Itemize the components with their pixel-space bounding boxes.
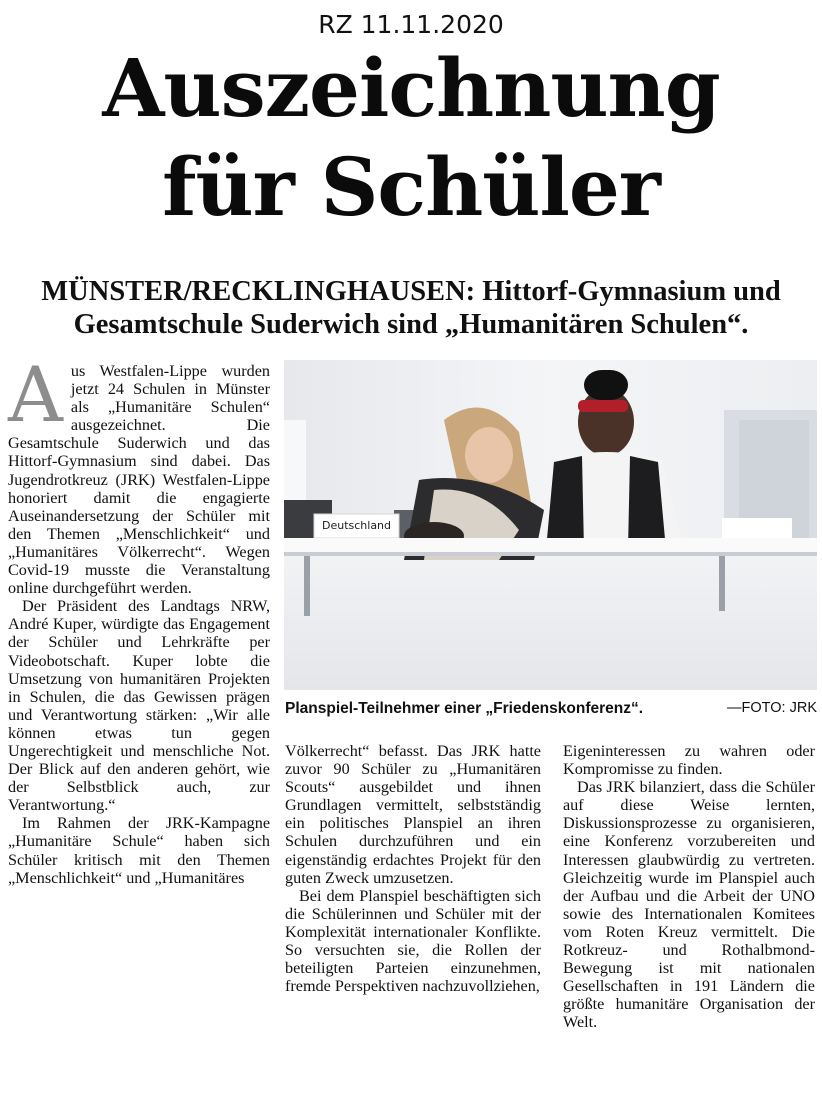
date-stamp: RZ 11.11.2020 — [318, 10, 504, 39]
paragraph: Völkerrecht“ befasst. Das JRK hatte zuvor 90 Schüler zu „Humanitären Scouts“ ausgebildet und ihnen Grundlagen vermittelt, selbstständig ein politisches Planspiel an ihren Schulen durchzuführen und ein eigenständig erdachtes Projekt für den guten Zweck umzusetzen. — [285, 742, 541, 887]
paragraph: Eigeninteressen zu wahren oder Kompromisse zu finden. — [563, 742, 815, 779]
paragraph: Im Rahmen der JRK-Kampagne „Humanitäre Schule“ haben sich Schüler kritisch mit den Themen „Menschlichkeit“ und „Humanitäres — [8, 814, 270, 887]
article-column-2 — [285, 742, 541, 995]
photo-credit: —FOTO: JRK — [727, 700, 817, 716]
article-column-1 — [8, 350, 270, 887]
subheadline-line-1: MÜNSTER/RECKLINGHAUSEN: Hittorf-Gymnasium und — [41, 276, 781, 307]
headline-line-2: für Schüler — [162, 140, 660, 234]
subheadline-line-2: Gesamtschule Suderwich sind „Humanitären Schulen“. — [73, 309, 749, 340]
dropcap-letter: A — [8, 350, 63, 439]
article-column-3 — [563, 742, 815, 1032]
article-photo — [284, 360, 817, 690]
paragraph: us Westfalen-Lippe wurden jetzt 24 Schulen in Münster als „Humanitäre Schulen“ ausgezeichnet. Die Gesamtschule Suderwich und das Hittorf-Gymnasium sind dabei. Das Jugendrotkreuz (JRK) Westfalen-Lippe honoriert damit die engagierte Auseinandersetzung der Schüler mit den Themen „Menschlichkeit“ und „Humanitäres Völkerrecht“. Wegen Covid-19 musste die Veranstaltung online durchgeführt werden. — [8, 362, 270, 598]
photo-caption — [285, 700, 817, 718]
paragraph: Bei dem Planspiel beschäftigten sich die Schülerinnen und Schüler mit der Komplexität internationaler Konflikte. So versuchten sie, die Rollen der beteiligten Parteien einzunehmen, fremde Perspektiven nachzuvollziehen, — [285, 886, 541, 996]
place-card-label: Deutschland — [321, 519, 392, 532]
paragraph: Der Präsident des Landtags NRW, André Kuper, würdigte das Engagement der Schüler und Lehrkräfte per Videobotschaft. Kuper lobte die Umsetzung von humanitären Projekten in Schulen, die das Gewissen prägen und Verantwortung stärken: „Wir alle können etwas tun gegen Ungerechtigkeit und menschliche Not. Der Blick auf den anderen gehört, wie der Selbstblick auch, zur Verantwortung.“ — [8, 597, 270, 815]
caption-text: Planspiel-Teilnehmer einer „Friedenskonferenz“. — [285, 700, 644, 717]
headline-line-1: Auszeichnung — [102, 41, 720, 135]
paragraph: Das JRK bilanziert, dass die Schüler auf diese Weise lernten, Diskussionsprozesse zu organisieren, eine Konferenz vorzubereiten und Interessen glaubwürdig zu vertreten. Gleichzeitig wurde im Planspiel auch der Aufbau und die Arbeit der UNO sowie des Internationalen Komitees vom Roten Kreuz vermittelt. Die Rotkreuz- und Rothalbmond-Bewegung ist mit nationalen Gesellschaften in 191 Ländern die größte humanitäre Organisation der Welt. — [563, 778, 815, 1032]
